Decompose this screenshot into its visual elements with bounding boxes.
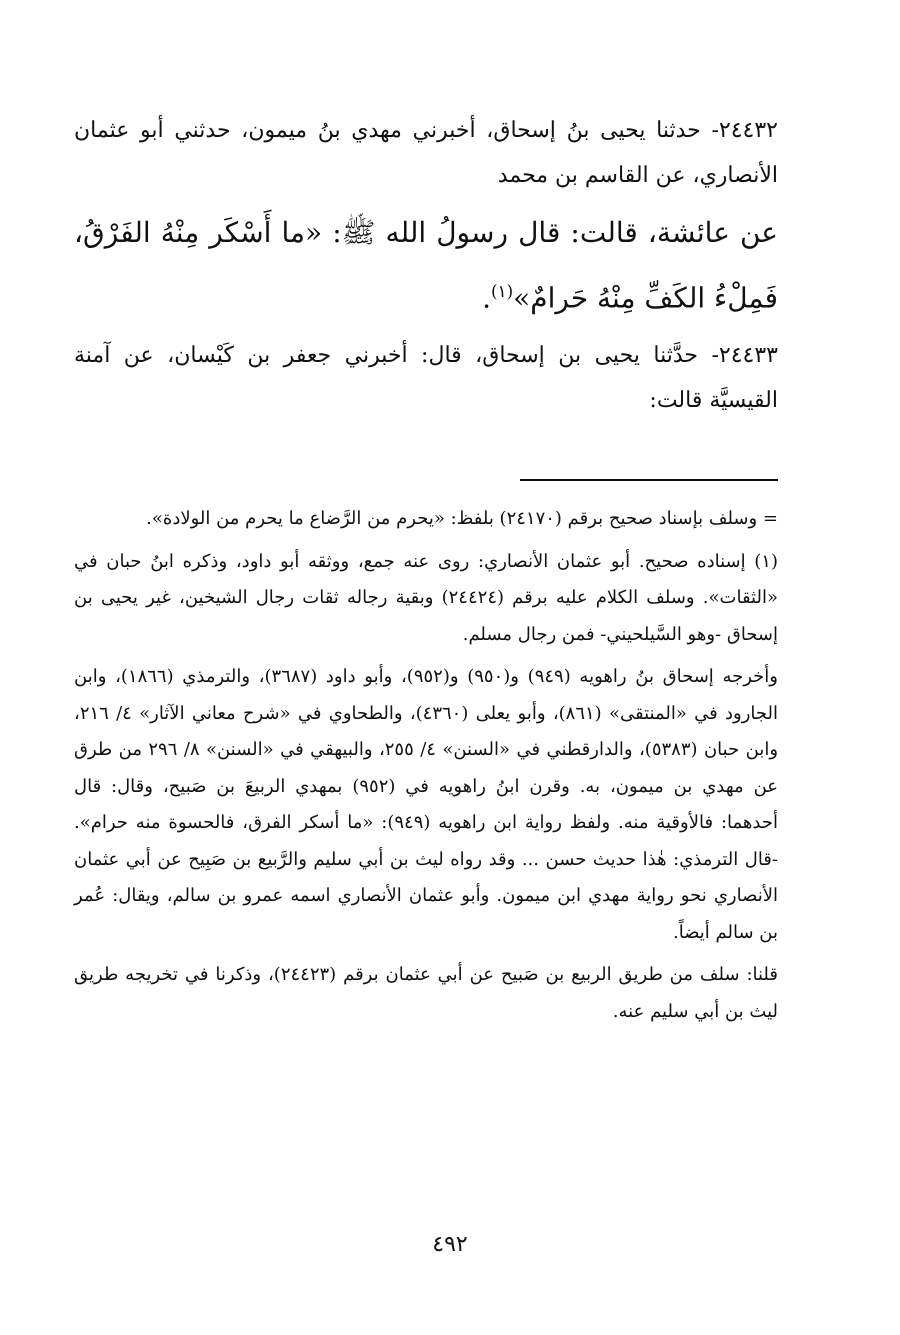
hadith-24432-end: . bbox=[482, 281, 491, 315]
page-number: ٤٩٢ bbox=[432, 1232, 468, 1257]
footnote-continuation: = وسلف بإسناد صحيح برقم (٢٤١٧٠) بلفظ: «يحرم من الرَّضاع ما يحرم من الولادة». bbox=[146, 508, 778, 530]
hadith-24433-isnad: ٢٤٤٣٣- حدَّثنا يحيى بن إسحاق، قال: أخبرني جعفر بن كَيْسان، عن آمنة القيسيَّة قالت: bbox=[74, 343, 778, 414]
footnote-1-paragraph-3: قلنا: سلف من طريق الربيع بن صَبيح عن أبي عثمان برقم (٢٤٤٢٣)، وذكرنا في تخريجه طريق ليث بن أبي سليم عنه. bbox=[74, 964, 778, 1022]
footnote-ref-1: (١) bbox=[490, 281, 514, 301]
hadith-24432-matn bbox=[74, 204, 778, 327]
footnote-1-paragraph-2: وأخرجه إسحاق بنُ راهويه (٩٤٩) و(٩٥٠) و(٩٥٢)، وأبو داود (٣٦٨٧)، والترمذي (١٨٦٦)، وابن الجارود في «المنتقى» (٨٦١)، وأبو يعلى (٤٣٦٠)، والطحاوي في «شرح معاني الآثار» ٤/ ٢١٦، وابن حبان (٥٣٨٣)، والدارقطني في «السنن» ٤/ ٢٥٥، والبيهقي في «السنن» ٨/ ٢٩٦ من طرق عن مهدي بن ميمون، به. وقرن ابنُ راهويه في (٩٥٢) بمهدي الربيعَ بن صَبيح، وقال: قال أحدهما: فالأوقية منه. ولفظ رواية ابن راهويه (٩٤٩): «ما أسكر الفرق، فالحسوة منه حرام». -قال الترمذي: هٰذا حديث حسن ... وقد رواه ليث بن أبي سليم والرَّبيع بن صَبِيح عن أبي عثمان الأنصاري نحو رواية مهدي ابن ميمون. وأبو عثمان الأنصاري اسمه عمرو بن سالم، ويقال: عُمر بن سالم أيضاً. bbox=[74, 666, 779, 943]
footnote-1-paragraph-1: (١) إسناده صحيح. أبو عثمان الأنصاري: روى عنه جمع، ووثقه أبو داود، وذكره ابنُ حبان في «الثقات». وسلف الكلام عليه برقم (٢٤٤٢٤) وبقية رجاله ثقات رجال الشيخين، غير يحيى بن إسحاق -وهو السَّيلحيني- فمن رجال مسلم. bbox=[74, 550, 778, 645]
page-body bbox=[74, 108, 778, 1030]
hadith-24432-isnad: ٢٤٤٣٢- حدثنا يحيى بنُ إسحاق، أخبرني مهدي بنُ ميمون، حدثني أبو عثمان الأنصاري، عن القاسم بن محمد bbox=[74, 118, 778, 188]
hadith-24432-matn-text: عن عائشة، قالت: قال رسولُ الله ﷺ: «ما أَسْكَر مِنْهُ الفَرْقُ، فَمِلْءُ الكَفِّ مِنْهُ حَرامٌ» bbox=[74, 216, 778, 315]
footnote-separator bbox=[520, 479, 778, 481]
